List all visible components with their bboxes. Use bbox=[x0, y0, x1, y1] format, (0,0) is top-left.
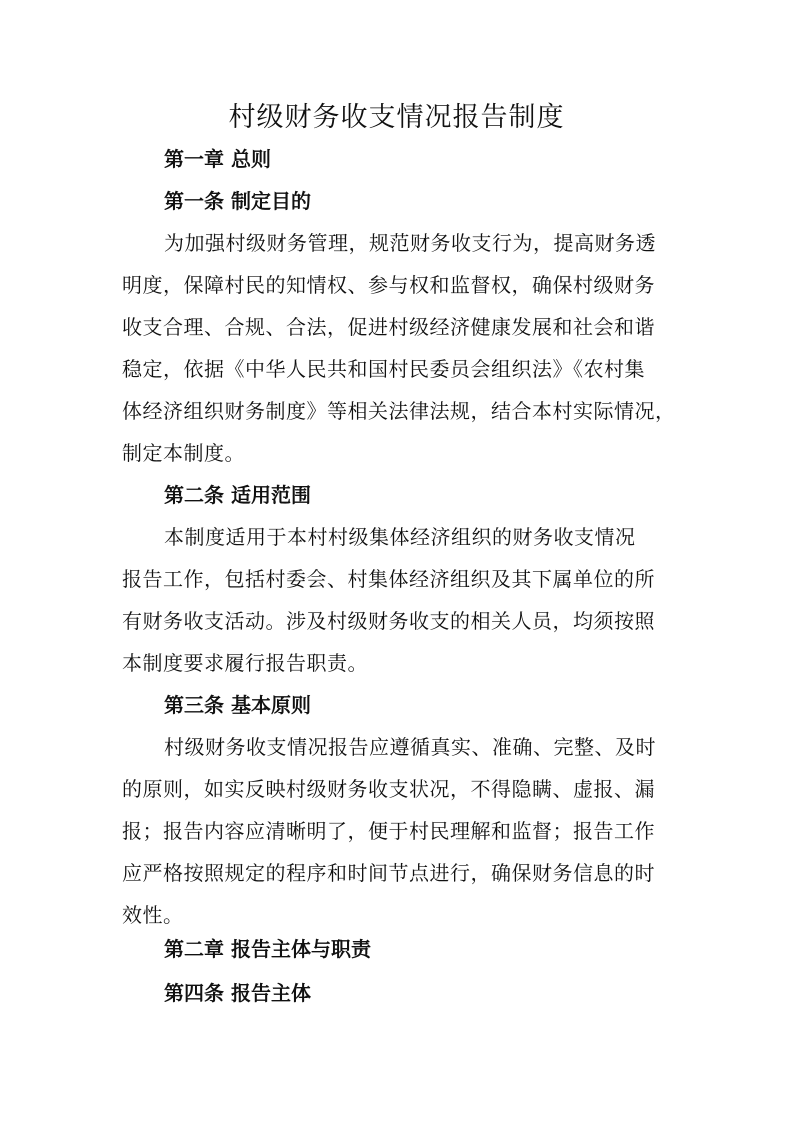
article-1-line: 体经济组织财务制度》等相关法律法规，结合本村实际情况， bbox=[122, 399, 676, 423]
article-1-line: 为加强村级财务管理，规范财务收支行为，提高财务透 bbox=[164, 231, 656, 255]
article-1-heading: 第一条 制定目的 bbox=[164, 189, 311, 213]
article-3-line: 的原则，如实反映村级财务收支状况，不得隐瞒、虚报、漏 bbox=[122, 777, 655, 801]
article-2-line: 本制度适用于本村村级集体经济组织的财务收支情况 bbox=[164, 525, 636, 549]
article-2-line: 本制度要求履行报告职责。 bbox=[122, 651, 368, 675]
chapter-2-heading: 第二章 报告主体与职责 bbox=[164, 937, 371, 961]
article-2-line: 有财务收支活动。涉及村级财务收支的相关人员，均须按照 bbox=[122, 609, 655, 633]
article-2-heading: 第二条 适用范围 bbox=[164, 483, 311, 507]
article-3-line: 效性。 bbox=[122, 903, 184, 927]
article-3-line: 应严格按照规定的程序和时间节点进行，确保财务信息的时 bbox=[122, 861, 655, 885]
article-3-line: 报；报告内容应清晰明了，便于村民理解和监督；报告工作 bbox=[122, 819, 655, 843]
article-2-line: 报告工作，包括村委会、村集体经济组织及其下属单位的所 bbox=[122, 567, 655, 591]
article-1-line: 稳定，依据《中华人民共和国村民委员会组织法》《农村集 bbox=[122, 357, 645, 381]
document-title: 村级财务收支情况报告制度 bbox=[228, 102, 565, 133]
article-1-line: 明度，保障村民的知情权、参与权和监督权，确保村级财务 bbox=[122, 273, 655, 297]
article-1-line: 收支合理、合规、合法，促进村级经济健康发展和社会和谐 bbox=[122, 315, 655, 339]
article-1-line: 制定本制度。 bbox=[122, 441, 245, 465]
article-3-heading: 第三条 基本原则 bbox=[164, 693, 311, 717]
chapter-1-heading: 第一章 总则 bbox=[164, 147, 271, 171]
article-3-line: 村级财务收支情况报告应遵循真实、准确、完整、及时 bbox=[164, 735, 656, 759]
article-4-heading: 第四条 报告主体 bbox=[164, 981, 311, 1005]
